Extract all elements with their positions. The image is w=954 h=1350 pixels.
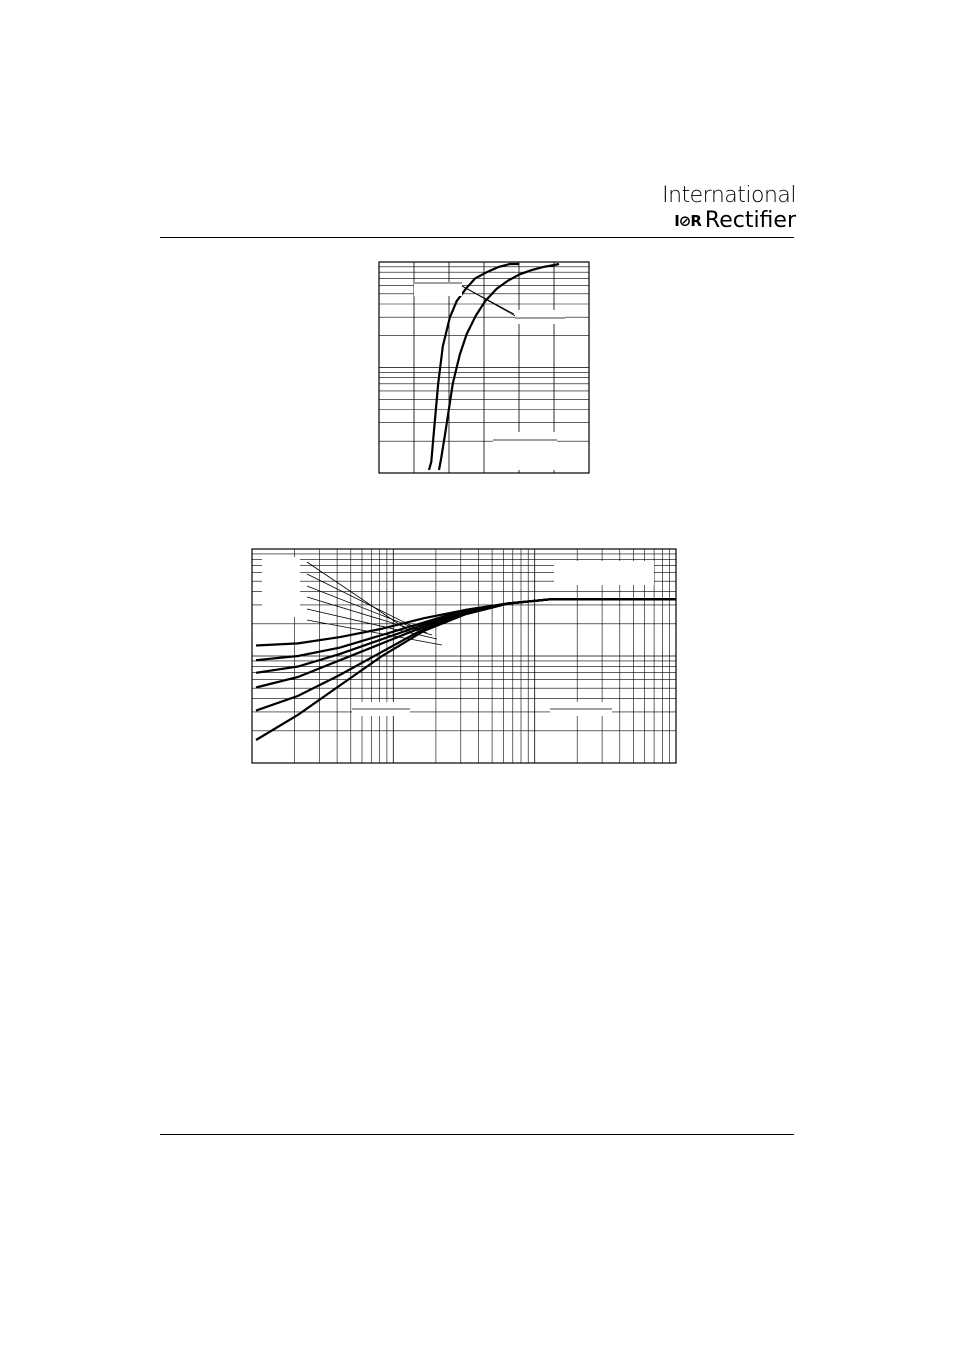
brand-name-rectifier: Rectifier — [704, 208, 796, 233]
chart-2-annotations — [262, 557, 654, 716]
chart-2-series-line — [256, 599, 676, 660]
brand-name-international: International — [662, 183, 796, 208]
chart-2-label-area-top-right — [554, 561, 654, 585]
chart-2-curves — [256, 599, 676, 740]
chart-2-label-area-left — [262, 557, 300, 617]
chart-1-leader-line — [462, 286, 519, 318]
chart-1-grid — [379, 262, 589, 473]
chart-1-label-area-left — [414, 282, 462, 296]
chart-1-annotations — [414, 282, 565, 470]
brand-name-row — [662, 209, 796, 233]
chart-1-label-area-right — [515, 310, 565, 324]
chart-1 — [379, 262, 589, 473]
ior-logo-mark: I⊘R — [674, 212, 701, 230]
chart-2-series-line — [256, 599, 676, 710]
chart-1-condition-box — [493, 432, 557, 470]
header-rule — [160, 237, 794, 238]
chart-2 — [252, 549, 676, 763]
footer-rule — [160, 1134, 794, 1135]
brand-logo — [662, 183, 796, 233]
